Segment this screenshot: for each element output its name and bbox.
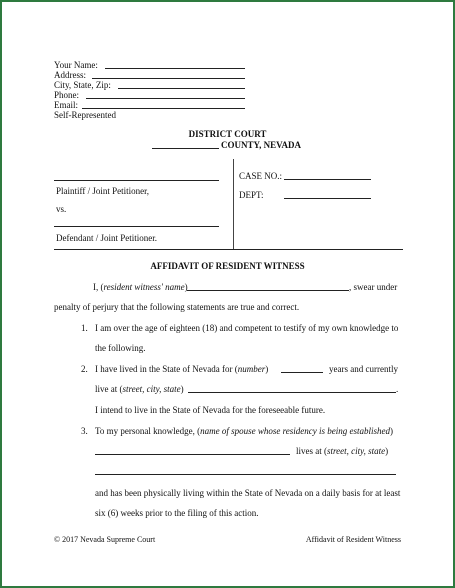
intro-prefix: I, (: [93, 282, 104, 292]
item-1-number: 1.: [81, 323, 88, 333]
address-field-line[interactable]: [92, 78, 245, 79]
item-1-line-1: I am over the age of eighteen (18) and competent to testify of my own knowledge to: [95, 323, 399, 333]
item-2-number: 2.: [81, 364, 88, 374]
years-field-line[interactable]: [281, 372, 323, 373]
witness-name-field-line[interactable]: [187, 290, 349, 291]
item-3-line-1: [95, 426, 393, 436]
item-2-line-2: [95, 384, 184, 394]
item-3-line-4: and has been physically living within the State of Nevada on a daily basis for at least: [95, 488, 401, 498]
name-label: Your Name:: [54, 60, 98, 70]
case-number-label: CASE NO.:: [239, 171, 283, 181]
item-3-address-close: ): [385, 446, 389, 456]
dept-label: DEPT:: [239, 190, 264, 200]
county-label: COUNTY, NEVADA: [221, 140, 302, 150]
city-state-zip-label: City, State, Zip:: [54, 80, 111, 90]
address-label: Address:: [54, 70, 86, 80]
footer-copyright: © 2017 Nevada Supreme Court: [54, 535, 156, 544]
intro-line-2: penalty of perjury that the following statements are true and correct.: [54, 302, 300, 312]
versus-label: vs.: [56, 204, 67, 214]
plaintiff-name-line[interactable]: [54, 180, 219, 181]
item-3-close: ): [390, 426, 393, 436]
caption-divider: [233, 159, 234, 249]
intro-line-1: [93, 282, 188, 292]
item-3-line-5: six (6) weeks prior to the filing of this action.: [95, 508, 259, 518]
item-2-period: .: [396, 384, 399, 394]
item-2-years-text: years and currently: [329, 364, 398, 374]
item-2-line-3: I intend to live in the State of Nevada for the foreseeable future.: [95, 405, 326, 415]
residence-address-field-line[interactable]: [188, 392, 396, 393]
item-2-close: ): [265, 364, 269, 374]
item-3-lives-at: lives at (: [296, 446, 327, 456]
item-2-live-at: live at (: [95, 384, 123, 394]
phone-field-line[interactable]: [86, 98, 245, 99]
intro-close: ): [184, 282, 188, 292]
item-3-prefix: To my personal knowledge, (: [95, 426, 201, 436]
phone-label: Phone:: [54, 90, 80, 100]
name-field-line[interactable]: [105, 68, 245, 69]
item-3-number: 3.: [81, 426, 88, 436]
email-label: Email:: [54, 100, 78, 110]
dept-field-line[interactable]: [284, 198, 371, 199]
spouse-name-field-line[interactable]: [95, 454, 290, 455]
defendant-label: Defendant / Joint Petitioner.: [56, 233, 157, 243]
item-1-line-2: the following.: [95, 343, 146, 353]
intro-swear: , swear under: [349, 282, 398, 292]
plaintiff-label: Plaintiff / Joint Petitioner,: [56, 186, 149, 196]
defendant-name-line[interactable]: [54, 226, 219, 227]
spouse-address-field-line[interactable]: [95, 474, 396, 475]
case-number-field-line[interactable]: [284, 179, 371, 180]
item-2-prefix: I have lived in the State of Nevada for (: [95, 364, 238, 374]
item-3-line-2: [296, 446, 388, 456]
city-state-zip-field-line[interactable]: [118, 88, 245, 89]
item-2-address-close: ): [180, 384, 184, 394]
intro-hint: resident witness' name: [103, 282, 185, 292]
item-3-address-hint: street, city, state: [327, 446, 386, 456]
item-3-spouse-hint: name of spouse whose residency is being established: [200, 426, 390, 436]
document-title: AFFIDAVIT OF RESIDENT WITNESS: [150, 261, 305, 271]
county-field-line[interactable]: [152, 148, 219, 149]
caption-bottom-rule: [54, 249, 403, 250]
footer-form-title: Affidavit of Resident Witness: [305, 535, 401, 544]
item-2-number-hint: number: [237, 364, 266, 374]
court-title: DISTRICT COURT: [188, 129, 267, 139]
item-2-address-hint: street, city, state: [122, 384, 181, 394]
item-2-line-1a: [95, 364, 268, 374]
email-field-line[interactable]: [82, 108, 245, 109]
self-represented-label: Self-Represented: [54, 110, 116, 120]
